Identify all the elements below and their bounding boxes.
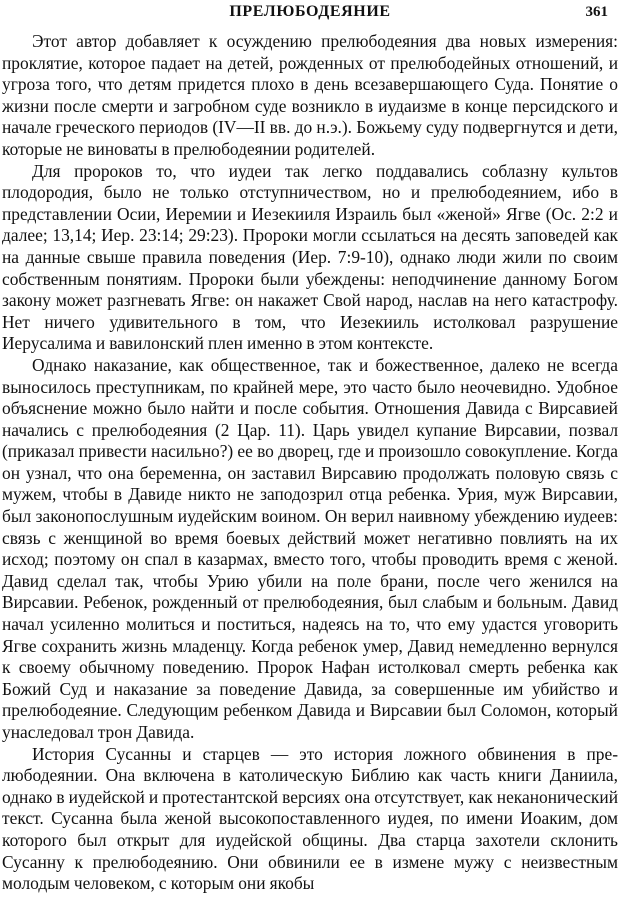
chapter-title: ПРЕЛЮБОДЕЯНИЕ [229, 3, 391, 20]
paragraph-1: Этот автор добавляет к осуждению прелюбодеяния два новых измерения: проклятие, которое падает на детей, рожденных от прелюбодейных отношений, и угроза того, что детям придется плохо в день всезавершающего Суда. Понятие о жизни после смерти и загробном суде возникло в иудаизме в конце персидского и начале греческого периодов (IV—II вв. до н.э.). Божьему суду подвергнутся и дети, которые не виноваты в прелюбодеянии родителей. [2, 31, 618, 159]
paragraph-2: Для пророков то, что иудеи так легко поддавались соблазну культов плодородия, было не только отступничеством, но и прелюбодеянием, ибо в представлении Осии, Иеремии и Иезекииля Израиль был «женой» Ягве (Ос. 2:2 и далее; 13,14; Иер. 23:14; 29:23). Пророки могли ссылаться на десять заповедей как на данные свыше правила поведения (Иер. 7:9-10), однако люди жили по своим собственным понятиям. Пророки были убеждены: неподчинение данному Богом закону может разгневать Ягве: он накажет Свой народ, наслав на него катастрофу. Нет ничего удивительного в том, что Иезекииль истолковал разрушение Иерусалима и вавилонский плен именно в этом контексте. [2, 160, 618, 354]
page-number: 361 [585, 4, 608, 20]
text-body [2, 31, 618, 897]
paragraph-3: Однако наказание, как общественное, так и божественное, далеко не всегда выносилось преступникам, по крайней мере, это часто было неочевидно. Удобное объяснение можно было найти и после события. Отношения Давида с Вирсавией начались с прелюбодеяния (2 Цар. 11). Царь увидел купание Вирсавии, позвал (приказал привести насильно?) ее во дворец, где и произошло совокупление. Когда он узнал, что она беременна, он заставил Вирсавию продолжать половую связь с мужем, чтобы в Давиде никто не заподозрил отца ребенка. Урия, муж Вирсавии, был законопослушным иудейским воином. Он верил наивному убеждению иудеев: связь с женщиной во время боевых действий может негативно повлиять на их исход; поэтому он спал в казармах, вместо того, чтобы проводить время с женой. Давид сделал так, чтобы Урию убили на поле брани, после чего женился на Вирсавии. Ребенок, рожденный от прелюбодеяния, был слабым и больным. Давид начал усиленно молиться и поститься, надеясь на то, что ему удастся уговорить Ягве сохранить жизнь младенцу. Когда ребенок умер, Давид немедленно вернулся к своему обычному поведению. Пророк Нафан истолковал смерть ребенка как Божий Суд и наказание за поведение Давида, за совершенные им убийство и прелюбодеяние. Следующим ребенком Давида и Вирсавии был Соломон, который унаследовал трон Давида. [2, 354, 618, 742]
running-header [0, 0, 620, 26]
paragraph-4: История Сусанны и старцев — это история ложного обвинения в прелюбодеянии. Она включена в католическую Библию как часть книги Даниила, однако в иудейской и протестантской версиях она отсутствует, как неканонический текст. Сусанна была женой высокопоставленного иудея, по имени Иоаким, дом которого был открыт для иудейской общины. Два старца захотели склонить Сусанну к прелюбодеянию. Они обвинили ее в измене мужу с неизвестным молодым человеком, с которым они якобы [2, 743, 618, 894]
